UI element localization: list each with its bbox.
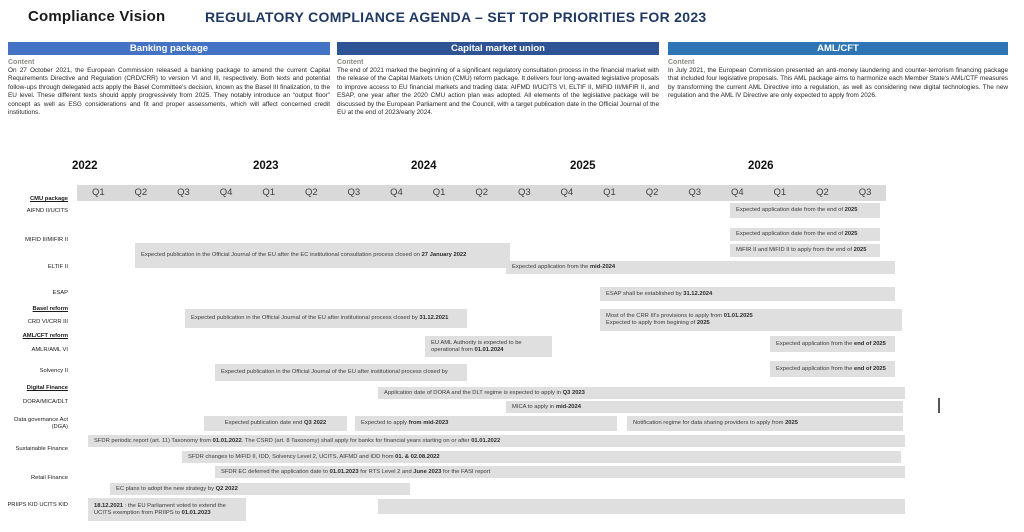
row-label: PRIIPS KID UCITS KID (7, 502, 68, 508)
quarter-label: Q3 (688, 187, 702, 198)
row-label: Data governance Act (DGA) (14, 417, 68, 431)
content-label: Content (668, 59, 695, 66)
timeline-bar: EU AML Authority is expected to be operational from 01.01.2024 (425, 336, 552, 357)
timeline-bar: Expected to apply from mid-2023 (355, 416, 617, 431)
row-label: MIFID II/MIFIR II (25, 237, 68, 243)
quarter-label: Q4 (560, 187, 574, 198)
row-label: Solvency II (39, 368, 68, 374)
year-label: 2025 (570, 160, 596, 172)
row-group-label: Basel reform (32, 306, 68, 312)
row-label: Sustainable Finance (15, 446, 68, 452)
timeline-bar: ESAP shall be established by 31.12.2024 (600, 287, 895, 301)
year-label: 2022 (72, 160, 98, 172)
section-body-cmu: The end of 2021 marked the beginning of a significant regulatory consultation process in the financial market with the release of the Capital Markets Union (CMU) reform package. It delivers four long-awaited legislative proposals to improve access to EU financial markets and trading data: AIFMD II/UCITS VI, ELTIF II, MiFID III/MiFIR II, and ESAP, one year after the 2020 CMU action plan was adopted. All elements of the legislative package will be discussed by the European Parliament and the Council, with a target publication date in the Official Journal of the EU at the end of 2023/early 2024. (337, 67, 659, 117)
content-label: Content (337, 59, 364, 66)
section-header-cmu: Capital market union (337, 42, 659, 55)
row-label: ELTIF II (47, 264, 68, 270)
quarter-label: Q1 (262, 187, 276, 198)
timeline-bar: SFDR periodic report (art. 11) Taxonomy from 01.01.2022. The CSRD (art. 8 Taxonomy) shall apply for banks for financial years starting on or after 01.01.2022 (88, 435, 905, 447)
quarter-label: Q1 (603, 187, 616, 198)
row-label: AMLR/AML VI (31, 347, 68, 353)
quarter-label: Q3 (177, 187, 190, 198)
quarter-label: Q2 (645, 187, 659, 198)
timeline-bar: Application date of DORA and the DLT regime is expected to apply in Q3 2023 (378, 387, 905, 399)
quarter-label: Q2 (134, 187, 148, 198)
quarter-label: Q3 (347, 187, 361, 198)
timeline-bar: Expected publication in the Official Journal of the EU after institutional process closed by 31.12.2021 (185, 309, 467, 328)
section-body-banking: On 27 October 2021, the European Commission released a banking package to amend the current Capital Requirements Directive and Regulation (CRD/CRR) to version VI and III, respectively. Both texts and potential follow-ups through delegated acts apply the Basel Committee's decision, known as the Basel III finalization, to the EU level. These different texts should apply progressively from 2025. They notably introduce an “output floor” concept as well as ESG considerations and fit and proper assessments, which will affect concerned credit institutions. (8, 67, 330, 117)
quarter-label: Q1 (91, 187, 105, 198)
timeline-bar: Expected application date from the end of 2025 (730, 228, 880, 241)
timeline-bar: Most of the CRR III's provisions to apply from 01.01.2025 Expected to apply from begining of 2025 (600, 309, 902, 331)
timeline-bar: 18.12.2021 : the EU Parliament voted to extend the UCITS exemption from PRIIPS to 01.01.2023 (88, 498, 246, 521)
timeline-bar: MiFIR II and MiFID II to apply from the end of 2025 (730, 244, 880, 257)
section-capital-market-union (337, 42, 659, 118)
quarter-label: Q4 (730, 187, 744, 198)
timeline-bar: SFDR changes to MiFID II, IDD, Solvency Level 2, UCITS, AIFMD and IDD from 01. & 02.08.2022 (182, 451, 901, 463)
section-header-aml: AML/CFT (668, 42, 1008, 55)
quarter-label: Q3 (858, 187, 872, 198)
timeline-bar: Expected publication in the Official Journal of the EU after the EC institutional consultation process closed on 27 January 2022 (135, 243, 510, 268)
page-title: REGULATORY COMPLIANCE AGENDA – SET TOP PRIORITIES FOR 2023 (205, 9, 707, 25)
timeline-bar: Expected application date from the end of 2025 (730, 203, 880, 218)
timeline-bar (378, 499, 905, 514)
year-label: 2024 (411, 160, 437, 172)
row-label: DORA/MICA/DLT (23, 399, 68, 405)
timeline-bar: Expected publication date end Q3 2022 (204, 416, 347, 431)
row-label: CRD VI/CRR III (27, 319, 68, 325)
quarter-label: Q1 (432, 187, 446, 198)
row-label: AIFND II/UCITS (26, 208, 68, 214)
section-header-banking: Banking package (8, 42, 330, 55)
cursor-artifact (938, 398, 940, 413)
quarter-label: Q4 (219, 187, 233, 198)
quarter-label: Q2 (475, 187, 489, 198)
timeline-bar: Expected publication in the Official Journal of the EU after institutional process closed by (215, 364, 467, 381)
timeline-bar: Expected application from the mid-2024 (506, 261, 895, 274)
row-label: ESAP (52, 290, 68, 296)
row-label: Retail Finance (30, 475, 68, 481)
row-group-label: AML/CFT reform (22, 333, 68, 339)
brand-logo-text: Compliance Vision (28, 8, 166, 25)
timeline-bar: EC plans to adopt the new strategy by Q2 2022 (110, 483, 410, 495)
quarter-label: Q3 (517, 187, 531, 198)
content-label: Content (8, 59, 35, 66)
quarter-label: Q1 (773, 187, 787, 198)
timeline-bar: Expected application from the end of 2025 (770, 361, 895, 377)
quarter-label: Q2 (304, 187, 318, 198)
row-group-label: CMU package (29, 196, 68, 202)
section-body-aml: In July 2021, the European Commission presented an anti-money laundering and counter-terrorism financing package that included four legislative proposals. This AML package aims to harmonize each Member State's AML/CTF measures by transforming the current AML Directive into a regulation, as well as considering new digital technologies. The new regulation and the AML IV Directive are only expected to apply from 2026. (668, 67, 1008, 100)
timeline-bar: Expected application from the end of 2025 (770, 336, 895, 352)
year-label: 2026 (748, 160, 774, 172)
timeline-bar: Notification regime for data sharing providers to apply from 2025 (627, 416, 903, 431)
row-group-label: Digital Finance (26, 385, 68, 391)
year-label: 2023 (253, 160, 279, 172)
quarter-label: Q4 (390, 187, 403, 198)
section-aml-cft (668, 42, 1008, 101)
timeline-bar: MICA to apply in mid-2024 (506, 401, 903, 413)
timeline-bar: SFDR EC deferred the application date to 01.01.2023 for RTS Level 2 and June 2023 for the FASI report (215, 466, 905, 478)
section-banking-package (8, 42, 330, 118)
quarter-label: Q2 (816, 187, 829, 198)
